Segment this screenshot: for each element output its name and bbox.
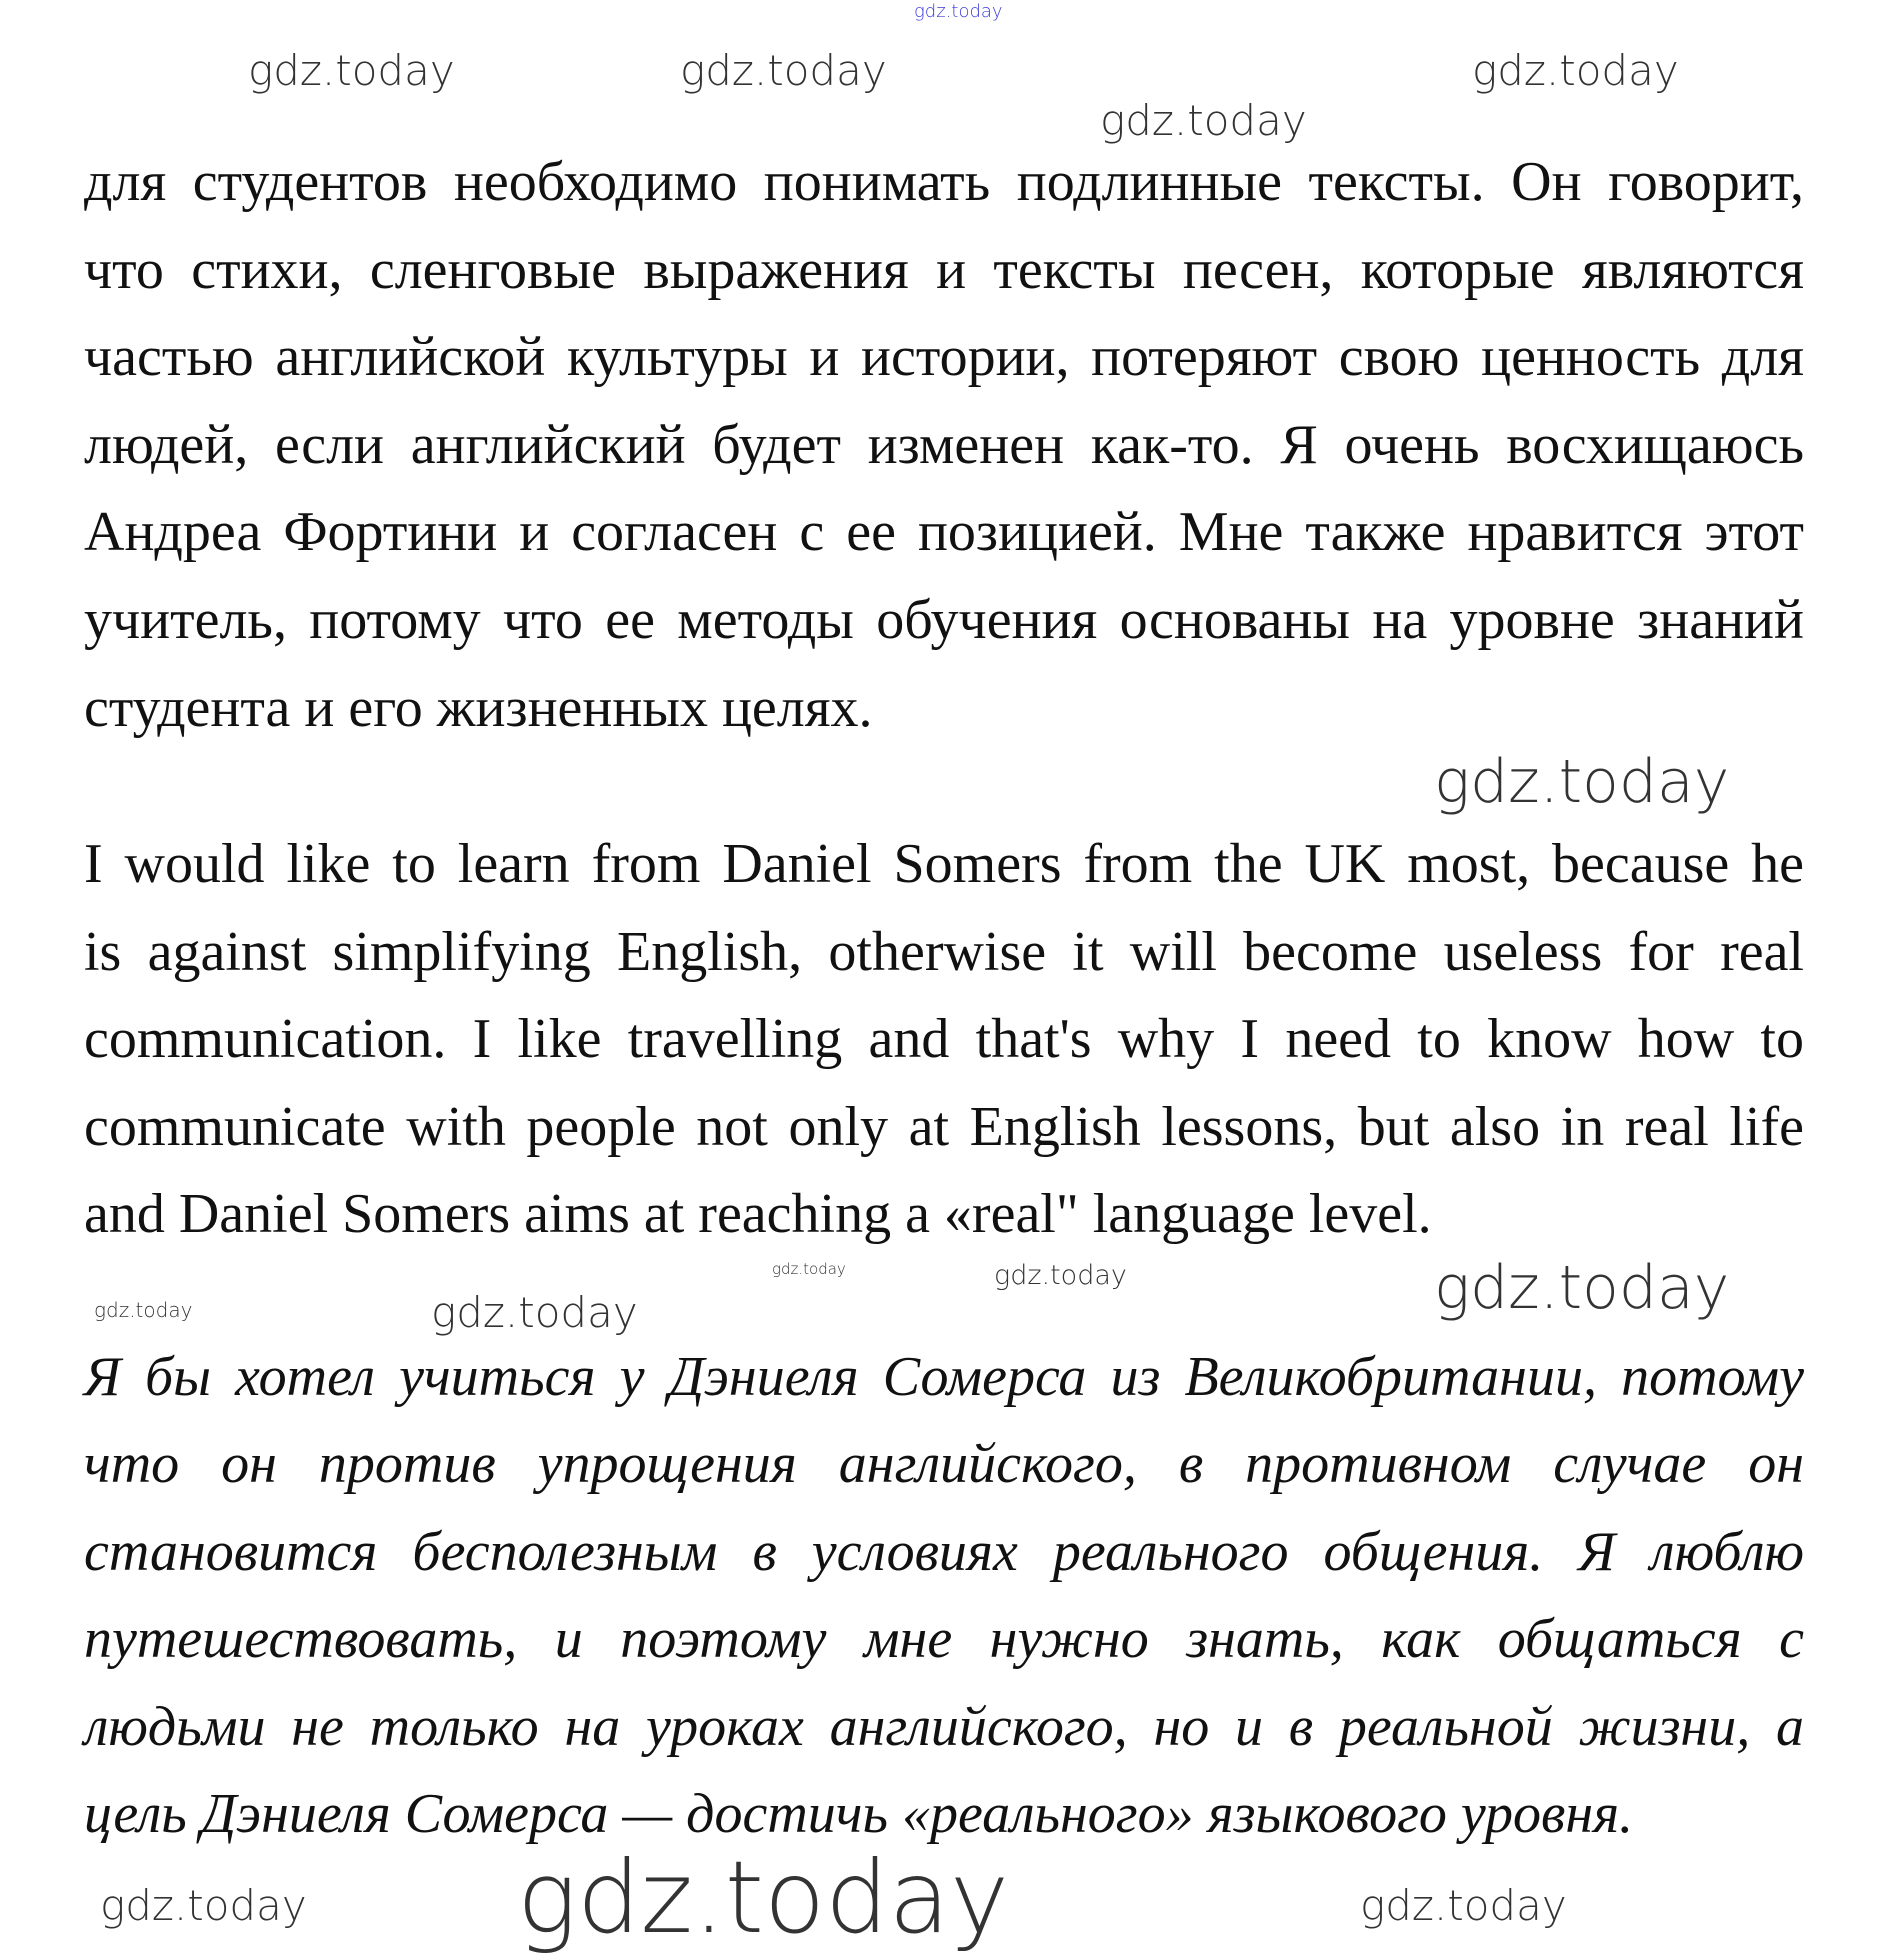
watermark: gdz.today: [772, 1260, 846, 1278]
text-line: is against simplifying English, otherwise it will become useless for real: [84, 921, 1804, 983]
watermark: gdz.today: [1434, 1253, 1730, 1323]
text-line: людьми не только на уроках английского, но и в реальной жизни, а: [84, 1696, 1804, 1758]
text-line: путешествовать, и поэтому мне нужно знать, как общаться с: [84, 1608, 1804, 1670]
watermark: gdz.today: [517, 1839, 1010, 1956]
watermark: gdz.today: [914, 1, 1003, 22]
text-line: and Daniel Somers aims at reaching a «real" language level.: [84, 1183, 1432, 1245]
watermark: gdz.today: [431, 1288, 638, 1337]
watermark: gdz.today: [1100, 96, 1307, 145]
watermark: gdz.today: [94, 1298, 193, 1322]
text-line: communication. I like travelling and that's why I need to know how to: [84, 1008, 1804, 1070]
watermark: gdz.today: [1472, 46, 1679, 95]
text-line: учитель, потому что ее методы обучения основаны на уровне знаний: [84, 589, 1804, 651]
text-line: частью английской культуры и истории, потеряют свою ценность для: [84, 326, 1804, 388]
watermark: gdz.today: [1360, 1881, 1567, 1930]
text-line: студента и его жизненных целях.: [84, 677, 873, 739]
watermark: gdz.today: [994, 1260, 1127, 1291]
watermark: gdz.today: [680, 46, 887, 95]
text-line: для студентов необходимо понимать подлинные тексты. Он говорит,: [84, 151, 1804, 213]
text-line: людей, если английский будет изменен как-то. Я очень восхищаюсь: [84, 414, 1804, 476]
text-line: communicate with people not only at English lessons, but also in real life: [84, 1096, 1804, 1158]
watermark: gdz.today: [100, 1881, 307, 1930]
text-line: Я бы хотел учиться у Дэниеля Сомерса из Великобритании, потому: [84, 1346, 1804, 1408]
watermark: gdz.today: [1434, 747, 1730, 817]
text-line: цель Дэниеля Сомерса — достичь «реального» языкового уровня.: [84, 1783, 1634, 1845]
watermark: gdz.today: [248, 46, 455, 95]
text-line: что он против упрощения английского, в противном случае он: [84, 1433, 1804, 1495]
text-line: что стихи, сленговые выражения и тексты песен, которые являются: [84, 239, 1804, 301]
text-line: Андреа Фортини и согласен с ее позицией. Мне также нравится этот: [84, 501, 1804, 563]
text-line: становится бесполезным в условиях реального общения. Я люблю: [84, 1521, 1804, 1583]
text-line: I would like to learn from Daniel Somers from the UK most, because he: [84, 833, 1804, 895]
